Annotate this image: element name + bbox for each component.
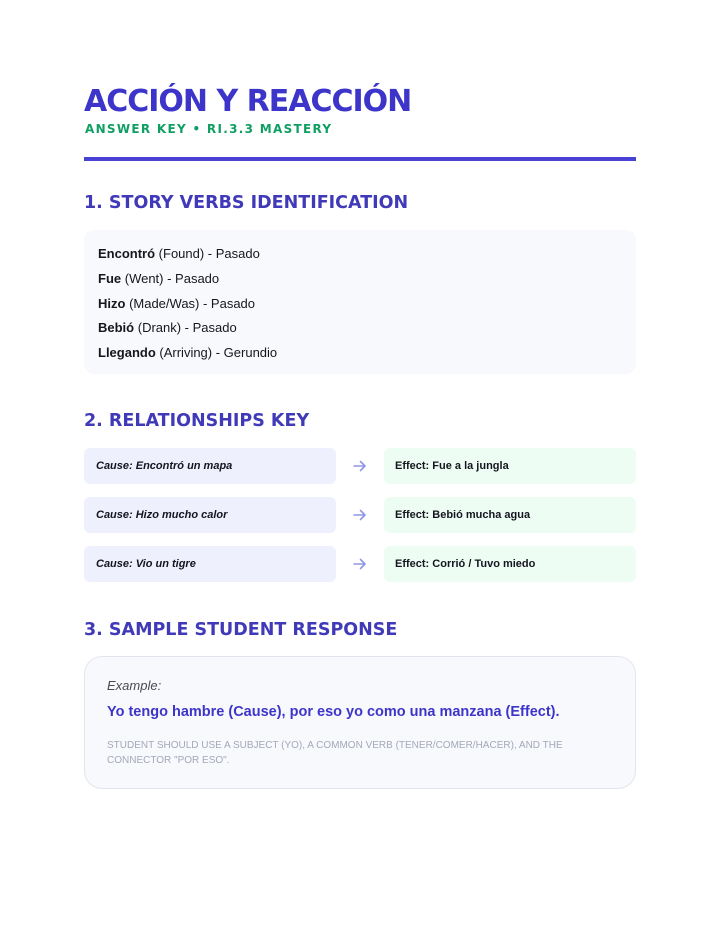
header-divider <box>84 157 636 161</box>
teacher-note: STUDENT SHOULD USE A SUBJECT (YO), A COMMON VERB (TENER/COMER/HACER), AND THE CONNECTOR "POR ESO". <box>107 740 563 766</box>
verb-detail: (Arriving) - Gerundio <box>155 345 278 360</box>
verb-item <box>98 267 622 292</box>
effect-box: Effect: Bebió mucha agua <box>384 497 636 533</box>
section-heading-sample: 3. SAMPLE STUDENT RESPONSE <box>84 620 398 640</box>
verb-word: Bebió <box>98 320 135 336</box>
verb-item <box>98 292 622 317</box>
verb-detail: (Drank) - Pasado <box>134 320 237 336</box>
section-heading-relationships: 2. RELATIONSHIPS KEY <box>84 411 310 431</box>
verb-detail: (Went) - Pasado <box>121 270 220 286</box>
cause-box: Cause: Encontró un mapa <box>84 448 336 484</box>
effect-box: Effect: Fue a la jungla <box>384 448 636 484</box>
verb-item <box>98 242 622 267</box>
section-heading-verbs: 1. STORY VERBS IDENTIFICATION <box>84 193 409 213</box>
sample-response-card <box>84 656 636 789</box>
arrow-right-icon <box>352 507 368 523</box>
example-label: Example: <box>107 678 162 693</box>
relationship-row <box>84 497 636 533</box>
cause-box: Cause: Vio un tigre <box>84 546 336 582</box>
arrow-right-icon <box>352 458 368 474</box>
verbs-card <box>84 230 636 374</box>
relationship-row <box>84 448 636 484</box>
verb-word: Llegando <box>98 345 156 360</box>
cause-box: Cause: Hizo mucho calor <box>84 497 336 533</box>
verb-word: Encontró <box>98 246 156 261</box>
verb-word: Hizo <box>98 295 126 311</box>
verb-item <box>98 341 622 366</box>
relationship-row <box>84 546 636 582</box>
example-sentence: Yo tengo hambre (Cause), por eso yo como una manzana (Effect). <box>107 704 560 720</box>
arrow-right-icon <box>352 556 368 572</box>
verb-detail: (Made/Was) - Pasado <box>125 295 256 311</box>
effect-box: Effect: Corrió / Tuvo miedo <box>384 546 636 582</box>
verb-detail: (Found) - Pasado <box>155 246 260 261</box>
verb-word: Fue <box>98 270 122 286</box>
page-title: ACCIÓN Y REACCIÓN <box>84 84 412 119</box>
page-subtitle: ANSWER KEY • RI.3.3 MASTERY <box>85 122 333 136</box>
verb-item <box>98 316 622 341</box>
